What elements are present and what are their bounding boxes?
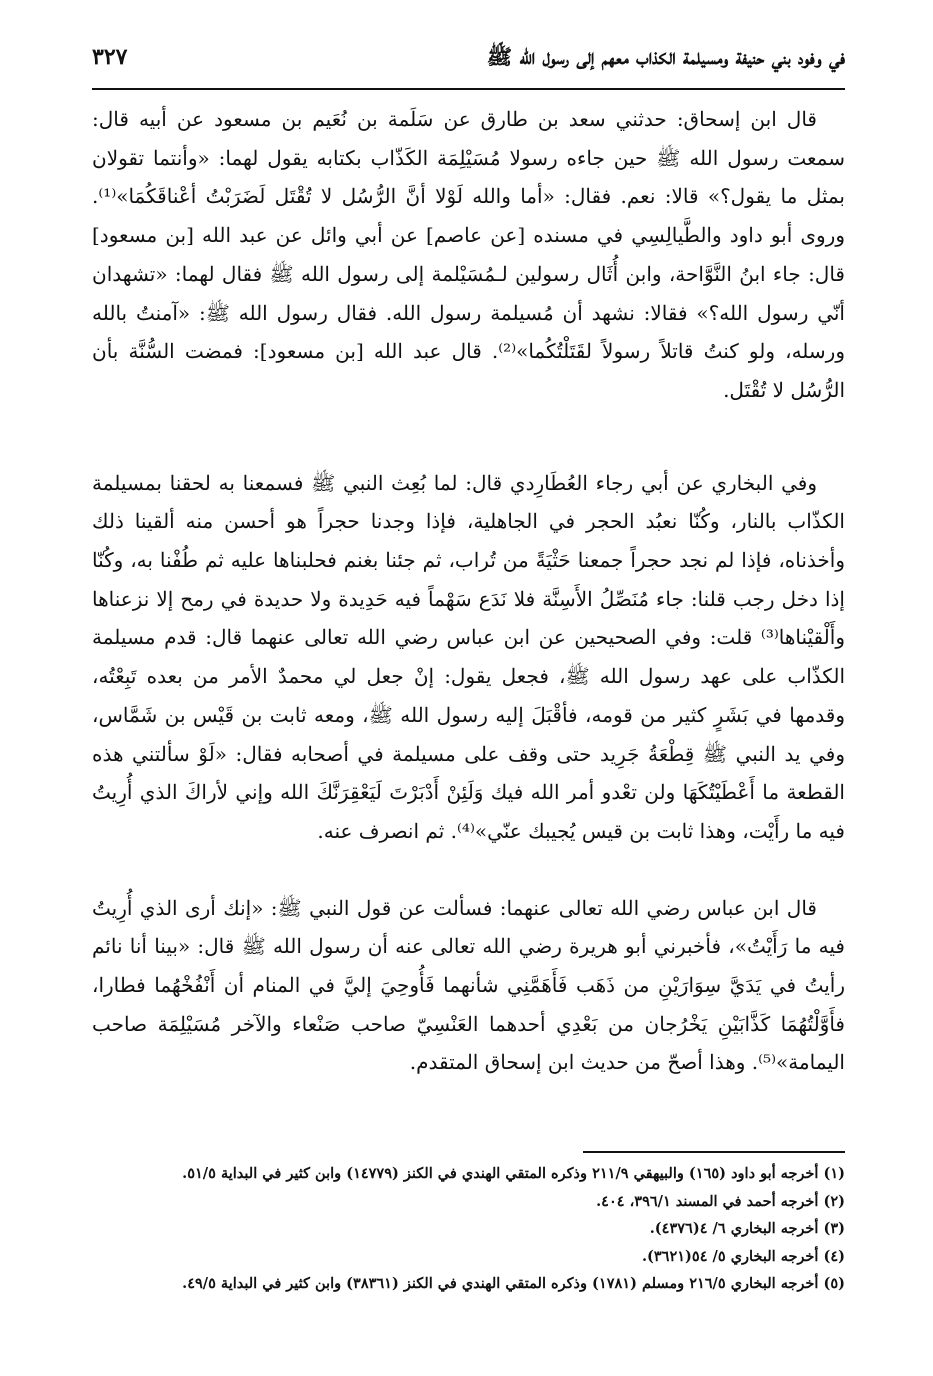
footnote-5: (٥) أخرجه البخاري ٢١٦/٥ ومسلم (١٧٨١) وذكره المتقي الهندي في الكنز (٣٨٣٦١) وابن كثير في البداية ٤٩/٥.: [182, 1275, 845, 1293]
paragraph-ibn-ishaq: قال ابن إسحاق: حدثني سعد بن طارق عن سَلَمة بن نُعَيم بن مسعود عن أبيه قال: سمعت رسول الله ﷺ حين جاءه رسولا مُسَيْلِمَة الكَذّاب بكتابه يقول لهما: «وأنتما تقولان بمثل ما يقول؟» قالا: نعم. فقال: «أما والله لَوْلا أنَّ الرُّسُل لا تُقْتَل لَضَرَبْتُ أعْناقَكُمَا»⁽¹⁾. وروى أبو داود والطَّيالِسِي في مسنده [عن عاصم] عن أبي وائل عن عبد الله [بن مسعود] قال: جاء ابنُ النَّوَّاحة، وابن أُثَال رسولين لـمُسَيْلمة إلى رسول الله ﷺ فقال لهما: «تشهدان أنّي رسول الله؟» فقالا: نشهد أن مُسيلمة رسول الله. فقال رسول الله ﷺ: «آمنتُ بالله ورسله، ولو كنتُ قاتلاً رسولاً لقَتَلْتُكُما»⁽²⁾. قال عبد الله [بن مسعود]: فمضت السُّنَّة بأن الرُّسُل لا تُقْتَل.: [92, 107, 845, 402]
paragraph-ibn-abbas: قال ابن عباس رضي الله تعالى عنهما: فسألت عن قول النبي ﷺ: «إنك أرى الذي أُرِيتُ فيه ما رَأَيْتُ»، فأخبرني أبو هريرة رضي الله تعالى عنه أن رسول الله ﷺ قال: «بينا أنا نائم رأيتُ في يَدَيَّ سِوَارَيْنِ من ذَهَب فَأَهَمَّنِي شأنهما فَأُوحِيَ إليَّ في المنام أن أَنْفُخْهُما فطارا، فأَوَّلْتُهُمَا كَذَّابَيْنِ يَخْرُجان من بَعْدِي أحدهما العَنْسِيّ صاحب صَنْعاء والآخر مُسَيْلِمَة صاحب اليمامة»⁽⁵⁾. وهذا أصحّ من حديث ابن إسحاق المتقدم.: [92, 895, 845, 1075]
footnote-4: (٤) أخرجه البخاري ٥/ ٥٤(٣٦٢١).: [641, 1247, 845, 1265]
footnote-separator: [583, 1151, 845, 1153]
header-title: في وفود بني حنيفة ومسيلمة الكذاب معهم إلى رسول الله ﷺ: [486, 44, 845, 69]
main-text: [92, 100, 845, 1082]
footnotes: [92, 1160, 845, 1298]
footnote-2: (٢) أخرجه أحمد في المسند ٣٩٦/١، ٤٠٤.: [596, 1192, 845, 1210]
footnote-3: (٣) أخرجه البخاري ٦/ ٤(٤٣٧٦).: [649, 1220, 845, 1238]
paragraph-bukhari: وفي البخاري عن أبي رجاء العُطَارِدي قال: لما بُعِث النبي ﷺ فسمعنا به لحقنا بمسيلمة الكذّاب بالنار، وكُنّا نعبُد الحجر في الجاهلية، فإذا وجدنا حجراً هو أحسن منه ألقينا ذلك وأخذناه، فإذا لم نجد حجراً جمعنا حَثْيَةً من تُراب، ثم جئنا بغنم فحلبناها عليه ثم طُفْنا به، وكُنّا إذا دخل رجب قلنا: جاء مُنَصِّلُ الأَسِنَّة فلا نَدَع سَهْماً فيه حَدِيدة ولا حديدة في رمح إلا نزعناها وأَلْقيْناها⁽³⁾ قلت: وفي الصحيحين عن ابن عباس رضي الله تعالى عنهما قال: قدم مسيلمة الكذّاب على عهد رسول الله ﷺ، فجعل يقول: إنْ جعل لي محمدٌ الأمر من بعده تَبِعْتُه، وقدمها في بَشَرٍ كثير من قومه، فأقْبَلَ إليه رسول الله ﷺ، ومعه ثابت بن قَيْس بن شَمَّاس، وفي يد النبي ﷺ قِطْعَةُ جَرِيد حتى وقف على مسيلمة في أصحابه فقال: «لَوْ سألتني هذه القطعة ما أَعْطَيْتُكَهَا ولن تعْدو أمر الله فيك وَلَئِنْ أَدْبَرْتَ لَيَعْقِرَنَّكَ الله وإني لأراكَ الذي أُرِيتُ فيه ما رأَيْت، وهذا ثابت بن قيس يُجيبك عنّي»⁽⁴⁾. ثم انصرف عنه.: [92, 470, 845, 843]
footnote-1: (١) أخرجه أبو داود (١٦٥) والبيهقي ٢١١/٩ وذكره المتقي الهندي في الكنز (١٤٧٧٩) وابن كثير في البداية ٥١/٥.: [182, 1165, 845, 1182]
page-number: ٣٢٧: [92, 44, 128, 70]
running-header: [92, 42, 845, 90]
